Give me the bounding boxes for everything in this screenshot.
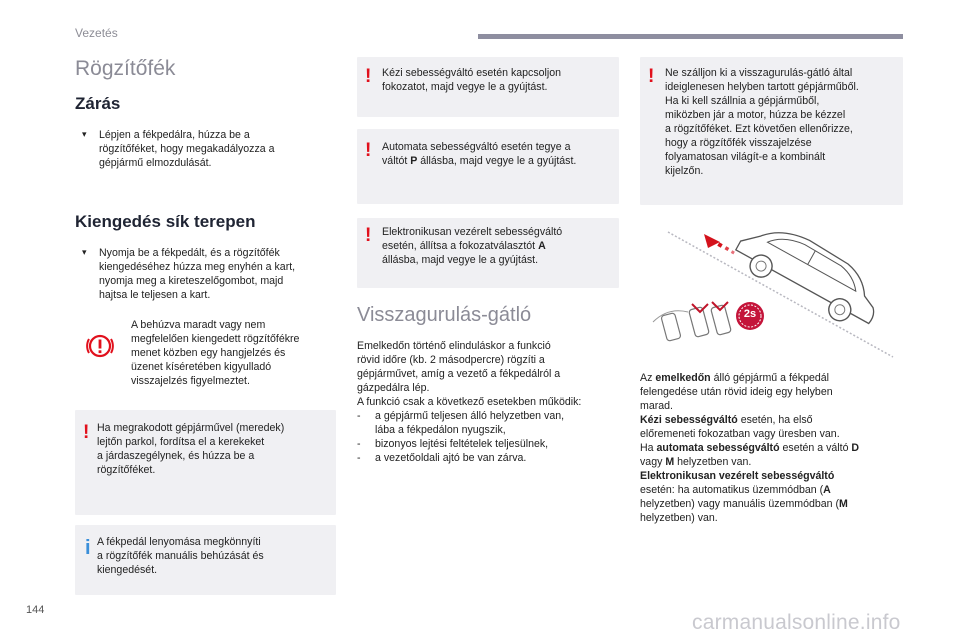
dash-marker: - [357,452,361,464]
text-line: menet közben egy hangjelzés és [131,347,286,359]
text-line: Elektronikusan vezérelt sebességváltó [640,470,835,482]
hill-start-illustration [648,212,900,362]
text-line: visszajelzés figyelmeztet. [131,375,250,387]
text-line: a rögzítőfék manuális behúzását és [97,550,264,562]
text-line: ideiglenesen helyben tartott gépjárműből. [665,81,859,93]
text-run: helyzetben van. [674,456,752,468]
text-line: Ha ki kell szállnia a gépjárműből, [665,95,820,107]
text-line [640,483,908,497]
pedals-icon [653,302,731,341]
text-bold: Kézi sebességváltó [640,414,738,426]
text-run: álló gépjármű a fékpedál [710,372,830,384]
page-number: 144 [26,604,45,616]
text-line: Ha megrakodott gépjárművel (meredek) [97,422,285,434]
text-line: hajtsa le teljesen a kart. [99,289,211,301]
text-line: nyomja meg a kireteszelőgombot, majd [99,275,284,287]
text-line [640,497,908,511]
automatic-gearbox-warning [357,129,619,204]
rollback-arrow-icon [704,234,735,254]
text-line: kiengedéséhez húzza meg enyhén a kart, [99,261,296,273]
text-line: a rögzítőféket. Ezt követően ellenőrizze, [665,123,853,135]
text-line [640,413,908,427]
text-line: gépjárművet, amíg a vezető a fékpedálról a [357,368,561,380]
text-line: a vezetőoldali ajtó be van zárva. [375,452,527,464]
text-line: Ne szálljon ki a visszagurulás-gátló által [665,67,853,79]
text-line: fokozatot, majd vegye le a gyújtást. [382,81,548,93]
bullet-marker-icon: ▾ [82,130,87,140]
warning-icon: ! [83,422,90,443]
hill-assist-description [640,371,908,525]
text-line: gázpedálra lép. [357,382,430,394]
text-line: Automata sebességváltó esetén tegye a [382,141,571,153]
text-line: lába a fékpedálon nyugszik, [375,424,506,436]
text-line: lejtőn parkol, fordítsa el a kerekeket [97,436,265,448]
warning-icon: ! [365,66,372,87]
page-title: Rögzítőfék [75,57,176,80]
electronic-gearbox-warning [357,218,619,288]
list-item [357,451,625,465]
alarm-note [131,318,341,388]
text-line: kiengedését. [97,564,158,576]
text-line: Elektronikusan vezérelt sebességváltó [382,226,563,238]
text-run: vagy [640,456,666,468]
leave-vehicle-warning [640,57,903,205]
text-line [640,441,908,455]
text-line: Kézi sebességváltó esetén kapcsoljon [382,67,562,79]
slope-warning-box [75,410,336,515]
text-bold: D [851,442,860,454]
text-run: esetén, állítsa a fokozatválasztót [382,240,539,252]
text-line: rögzítőféket, hogy megakadályozza a [99,143,275,155]
hill-assist-conditions [357,409,625,465]
text-line: Nyomja be a fékpedált, és a rögzítőfék [99,247,280,259]
text-line [640,455,908,469]
text-run: esetén, ha első [737,414,813,426]
text-line [382,239,614,253]
text-line: rövid időre (kb. 2 másodpercre) rögzíti a [357,354,545,366]
bullet-marker-icon: ▾ [82,248,87,258]
text-line: A behúzva maradt vagy nem [131,319,266,331]
hill-assist-title: Visszagurulás-gátló [357,304,532,326]
list-item [357,437,625,451]
hill-assist-body [357,339,625,409]
text-line: előremeneti fokozatban vagy üresben van. [640,428,840,440]
text-bold: automata sebességváltó [656,442,780,454]
heading-release: Kiengedés sík terepen [75,212,256,231]
text-line [382,154,614,168]
text-line: helyzetben) van. [640,512,718,524]
gear-position-p: P [410,155,418,167]
watermark: carmanualsonline.info [692,611,901,634]
text-line: Emelkedőn történő elinduláskor a funkció [357,340,551,352]
text-run: állásba, majd vegye le a gyújtást. [417,155,577,167]
text-line: hogy a rögzítőfék visszajelzése [665,137,812,149]
gear-position-a: A [538,240,546,252]
text-bold: M [839,498,848,510]
text-line: folyamatosan világít-e a kombinált [665,151,826,163]
info-icon: i [85,537,91,559]
section-label: Vezetés [75,26,118,40]
text-line: állásba, majd vegye le a gyújtást. [382,254,539,266]
text-line: megfelelően kiengedett rögzítőfékre [131,333,300,345]
text-run: esetén a váltó [779,442,852,454]
two-seconds-label: 2s [743,308,757,320]
text-line: A funkció csak a következő esetekben működik: [357,396,582,408]
header-bar [478,34,903,39]
text-run: esetén: ha automatikus üzemmódban ( [640,484,824,496]
text-line: bizonyos lejtési feltételek teljesülnek, [375,438,549,450]
text-run: Ha [640,442,657,454]
list-item [357,409,625,437]
text-line: üzenet kíséretében kigyulladó [131,361,272,373]
closing-bullet [82,128,342,172]
text-line: a járdaszegélynek, és húzza be a [97,450,255,462]
text-line: Lépjen a fékpedálra, húzza be a [99,129,250,141]
text-line: gépjármű elmozdulását. [99,157,212,169]
release-bullet [82,246,342,304]
text-run: váltót [382,155,411,167]
manual-gearbox-warning [357,57,619,117]
text-line: miközben jár a motor, húzza be kézzel [665,109,846,121]
warning-icon: ! [365,225,372,246]
text-bold: emelkedőn [655,372,711,384]
warning-icon: ! [365,140,372,161]
text-bold: M [665,456,675,468]
text-line: rögzítőféket. [97,464,156,476]
heading-closing: Zárás [75,94,121,113]
text-line: felengedése után rövid ideig egy helyben [640,386,833,398]
alert-circle-icon [84,330,116,362]
warning-icon: ! [648,66,655,87]
text-line [640,371,908,385]
text-line: kijelzőn. [665,165,704,177]
dash-marker: - [357,410,361,422]
text-bold: A [823,484,831,496]
text-line: marad. [640,400,673,412]
text-line: a gépjármű teljesen álló helyzetben van, [375,410,565,422]
dash-marker: - [357,438,361,450]
text-run: helyzetben) vagy manuális üzemmódban ( [640,498,840,510]
text-line: A fékpedál lenyomása megkönnyíti [97,536,261,548]
info-note-box [75,525,336,595]
text-run: Az [640,372,656,384]
